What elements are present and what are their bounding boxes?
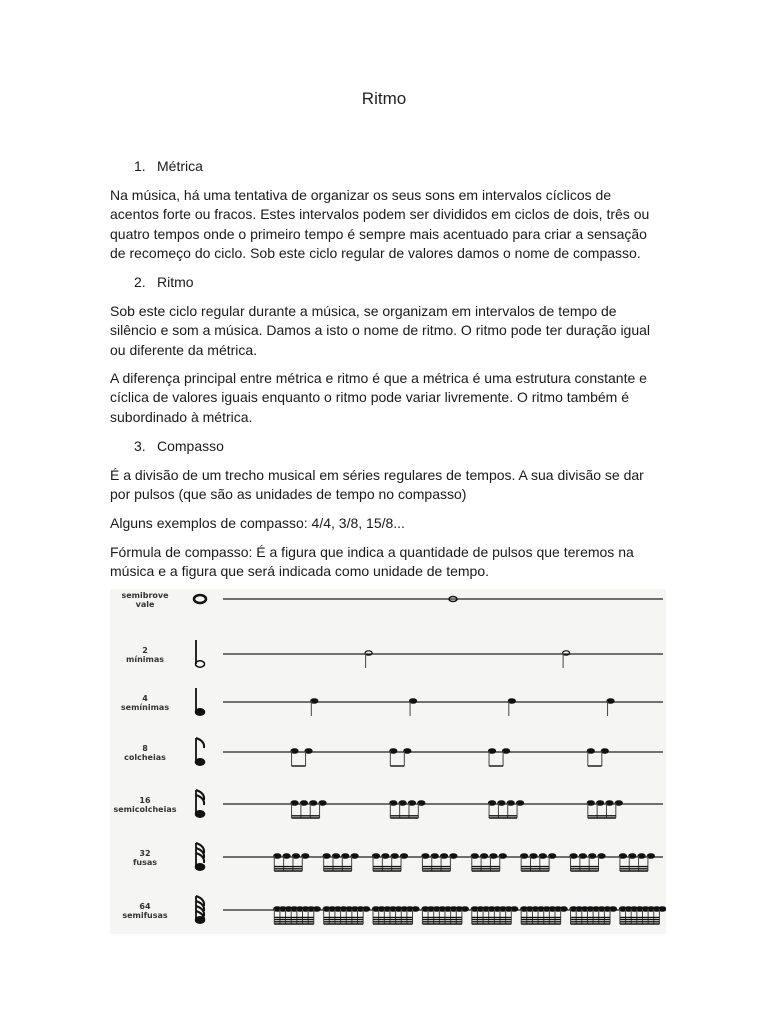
row-label-name: semínimas — [120, 703, 170, 712]
row-label-count: 4 — [142, 694, 148, 703]
row-label-name: mínimas — [125, 655, 165, 664]
whole-note-symbol — [194, 595, 206, 603]
note-head — [404, 749, 411, 753]
note-head — [570, 854, 577, 858]
section-title: Ritmo — [157, 274, 194, 290]
note-head — [610, 907, 617, 911]
note-head — [498, 801, 505, 805]
note-head — [310, 801, 317, 805]
note-head — [489, 749, 496, 753]
note-values-diagram — [110, 589, 666, 934]
note-head — [450, 854, 457, 858]
note-head — [311, 699, 318, 703]
paragraph-ritmo: Sob este ciclo regular durante a música, se organizam em intervalos de tempo de silêncio e som a música. Damos a isto o nome de ritmo. O ritmo pode ter duração igual ou diferente da métrica. — [110, 303, 651, 358]
section-number: 1. — [134, 158, 146, 174]
paragraph-formula: Fórmula de compasso: É a figura que indica a quantidade de pulsos que teremos na música e a figura que será indicada como unidade de tempo. — [110, 544, 634, 580]
note-head — [313, 907, 320, 911]
note-head — [373, 854, 380, 858]
note-head — [300, 801, 307, 805]
row-label-name: colcheias — [124, 753, 166, 762]
note-head — [292, 854, 299, 858]
note-head — [319, 801, 326, 805]
row-label-name: vale — [135, 600, 155, 609]
note-head — [418, 801, 425, 805]
note-head — [659, 907, 666, 911]
note-head — [363, 907, 370, 911]
row-label-count: 2 — [142, 646, 148, 655]
note-head — [351, 854, 358, 858]
note-head — [302, 854, 309, 858]
note-head — [606, 801, 613, 805]
note-head — [490, 854, 497, 858]
note-values-figure — [110, 589, 666, 934]
note-head — [579, 854, 586, 858]
note-head — [549, 854, 556, 858]
note-head — [597, 801, 604, 805]
note-head — [560, 907, 567, 911]
section-title: Métrica — [157, 158, 203, 174]
note-head — [401, 854, 408, 858]
row-label-name: fusas — [132, 858, 158, 867]
note-head — [539, 854, 546, 858]
note-head — [589, 854, 596, 858]
note-head — [291, 749, 298, 753]
note-head — [283, 854, 290, 858]
note-head — [598, 854, 605, 858]
note-head — [530, 854, 537, 858]
note-head — [481, 854, 488, 858]
note-head — [332, 854, 339, 858]
note-head — [521, 854, 528, 858]
note-head — [601, 749, 608, 753]
note-head — [342, 854, 349, 858]
section-title: Compasso — [157, 438, 224, 454]
note-head — [461, 907, 468, 911]
section-number: 3. — [134, 438, 146, 454]
note-head — [503, 749, 510, 753]
note-head — [517, 801, 524, 805]
note-head — [629, 854, 636, 858]
note-head — [412, 907, 419, 911]
page-title: Ritmo — [361, 89, 407, 108]
row-label-count: semibrove — [121, 591, 169, 600]
note-head — [638, 854, 645, 858]
paragraph-examples: Alguns exemplos de compasso: 4/4, 3/8, 15/8... — [110, 515, 405, 531]
note-head — [408, 801, 415, 805]
note-head — [291, 801, 298, 805]
row-label-count: 32 — [139, 849, 151, 858]
note-head — [422, 854, 429, 858]
row-label-count: 64 — [139, 902, 151, 911]
note-head — [410, 699, 417, 703]
row-label-name: semicolcheias — [113, 805, 177, 814]
paragraph-metrica: Na música, há uma tentativa de organizar os seus sons em intervalos cíclicos de acentos forte ou fracos. Estes intervalos podem ser divididos em ciclos de dois, três ou quatro tempos onde o primeiro tempo é sempre mais acentuado para criar a sensação de recomeço do ciclo. Sob este ciclo regular de valores damos o nome de compasso. — [110, 187, 650, 261]
note-head — [305, 749, 312, 753]
section-number: 2. — [134, 274, 146, 290]
note-flag-symbol — [196, 738, 204, 748]
note-head — [274, 854, 281, 858]
note-head — [587, 801, 594, 805]
note-head — [607, 699, 614, 703]
note-head — [382, 854, 389, 858]
note-head — [471, 854, 478, 858]
row-label-name: semifusas — [122, 911, 168, 920]
note-head — [619, 854, 626, 858]
note-head — [508, 699, 515, 703]
paragraph-metrica-vs-ritmo: A diferença principal entre métrica e ritmo é que a métrica é uma estrutura constante e cíclica de valores iguais enquanto o ritmo pode variar livremente. O ritmo também é subordinado à métrica. — [110, 370, 647, 425]
note-head — [615, 801, 622, 805]
note-head — [499, 854, 506, 858]
note-head — [647, 854, 654, 858]
section-heading-metrica — [134, 157, 203, 176]
note-head — [441, 854, 448, 858]
paragraph-compasso: É a divisão de um trecho musical em séries regulares de tempos. A sua divisão se dar por pulsos (que são as unidades de tempo no compasso) — [110, 467, 644, 503]
note-head — [431, 854, 438, 858]
note-head — [507, 801, 514, 805]
row-label-count: 16 — [139, 796, 151, 805]
note-head — [399, 801, 406, 805]
note-head — [391, 854, 398, 858]
note-head — [390, 801, 397, 805]
note-head — [511, 907, 518, 911]
section-heading-ritmo — [134, 273, 194, 292]
section-heading-compasso — [134, 437, 224, 456]
note-head — [489, 801, 496, 805]
note-head — [587, 749, 594, 753]
note-head — [323, 854, 330, 858]
row-label-count: 8 — [142, 744, 148, 753]
note-head — [390, 749, 397, 753]
